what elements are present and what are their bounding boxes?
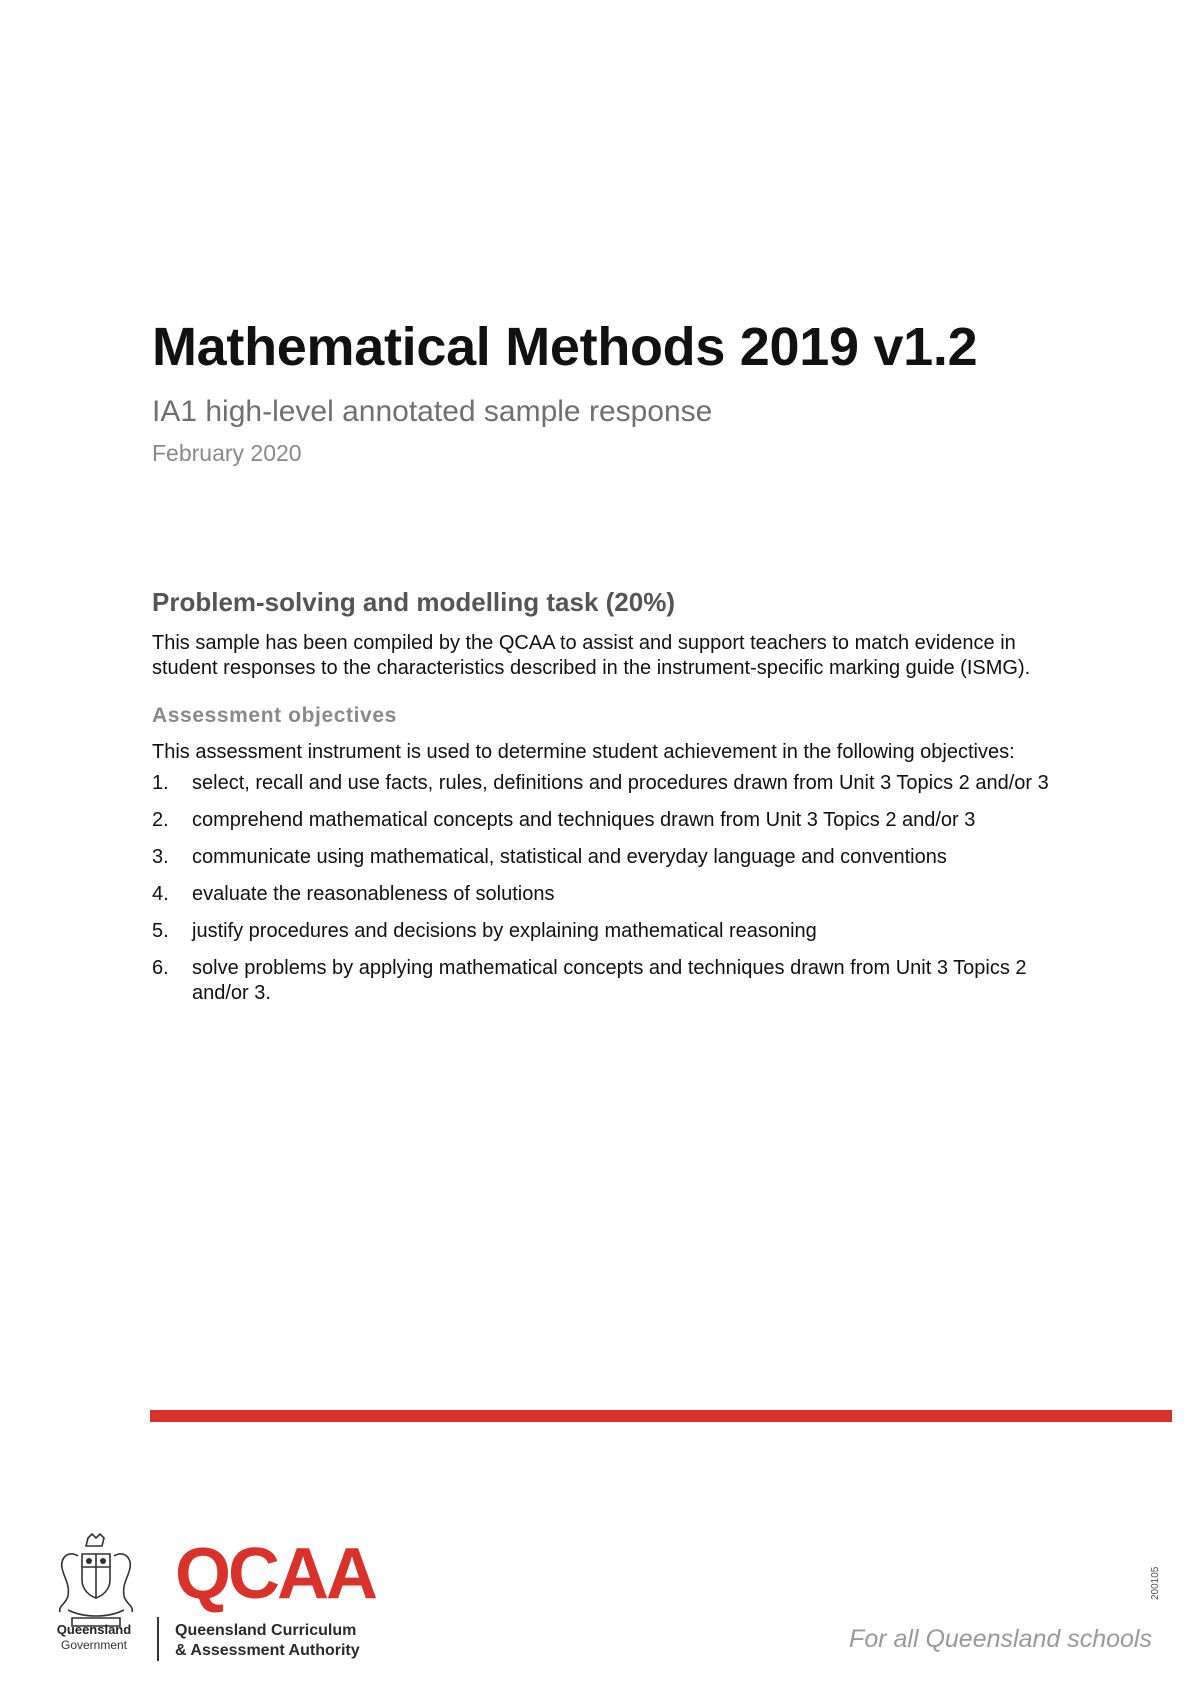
task-heading: Problem-solving and modelling task (20%): [152, 587, 675, 617]
objective-number: 5.: [152, 919, 169, 942]
document-id: 200105: [1150, 1566, 1161, 1600]
objective-item: [152, 919, 1072, 944]
objective-text: solve problems by applying mathematical concepts and techniques drawn from Unit 3 Topics 2 and/or 3.: [192, 956, 1027, 1004]
qcaa-name-line1: Queensland Curriculum: [175, 1622, 357, 1639]
qcaa-name-line2: & Assessment Authority: [175, 1642, 360, 1659]
objective-number: 1.: [152, 771, 169, 794]
document-title: Mathematical Methods 2019 v1.2: [152, 317, 978, 377]
objective-number: 4.: [152, 882, 169, 905]
objective-number: 3.: [152, 845, 169, 868]
objective-text: communicate using mathematical, statistical and everyday language and conventions: [192, 845, 947, 868]
objectives-intro: This assessment instrument is used to determine student achievement in the following objectives:: [152, 740, 1015, 763]
objective-item: [152, 956, 1072, 1006]
objective-number: 2.: [152, 808, 169, 831]
objective-text: evaluate the reasonableness of solutions: [192, 882, 555, 905]
queensland-government-sub: Government: [60, 1638, 128, 1652]
qcaa-logo: QCAA: [175, 1534, 375, 1614]
queensland-government-name: Queensland: [56, 1622, 132, 1637]
objectives-heading: Assessment objectives: [152, 703, 397, 727]
objective-text: select, recall and use facts, rules, definitions and procedures drawn from Unit 3 Topics 2 and/or 3: [192, 771, 1049, 794]
logo-divider: [157, 1617, 159, 1661]
objective-item: [152, 845, 1072, 870]
objective-item: [152, 771, 1072, 796]
task-description: This sample has been compiled by the QCAA to assist and support teachers to match evidence in student responses to the characteristics described in the instrument-specific marking guide (ISMG).: [152, 631, 1031, 679]
objective-text: comprehend mathematical concepts and techniques drawn from Unit 3 Topics 2 and/or 3: [192, 808, 976, 831]
document-date: February 2020: [152, 440, 302, 466]
document-subtitle: IA1 high-level annotated sample response: [152, 395, 713, 428]
main-content: [152, 586, 1072, 1018]
objectives-list: [152, 771, 1072, 1006]
objective-number: 6.: [152, 956, 169, 979]
objective-text: justify procedures and decisions by explaining mathematical reasoning: [192, 919, 817, 942]
objective-item: [152, 808, 1072, 833]
footer-divider-bar: [150, 1410, 1172, 1422]
footer-tagline: For all Queensland schools: [849, 1625, 1152, 1653]
objective-item: [152, 882, 1072, 907]
